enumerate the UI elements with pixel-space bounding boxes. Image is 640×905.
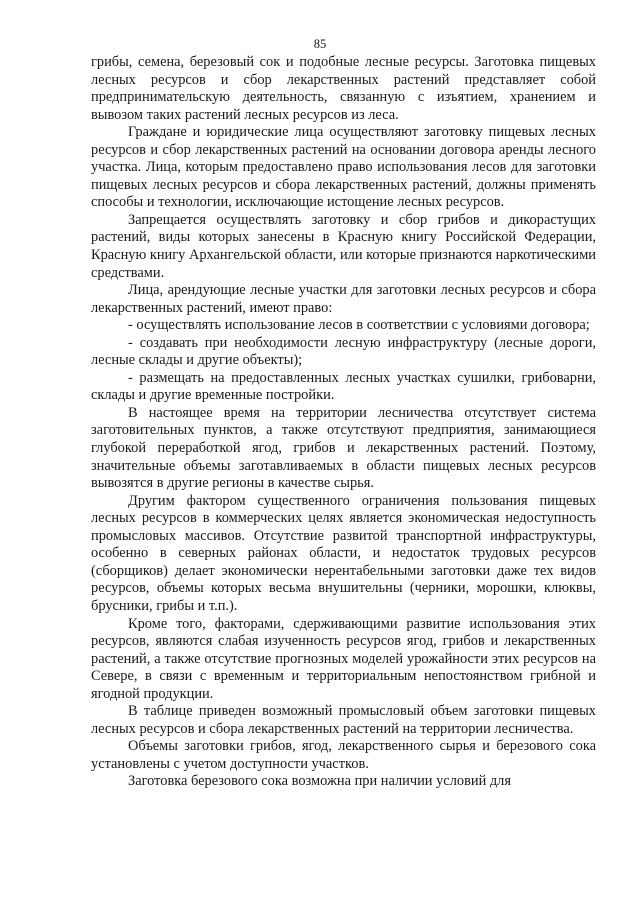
- paragraph-economic-inaccessibility: Другим фактором существенного ограничения пользования пищевых лесных ресурсов в коммерческих целях является экономическая недоступность промысловых массивов. Отсутствие развитой транспортной инфраструктуры, особенно в северных районах области, и недостаток трудовых ресурсов (сборщиков) делает экономически нерентабельными заготовки даже тех видов ресурсов, объемы которых весьма внушительны (черники, морошки, клюквы, брусники, грибы и т.п.).: [91, 492, 596, 614]
- list-item-infrastructure: - создавать при необходимости лесную инфраструктуру (лесные дороги, лесные склады и другие объекты);: [91, 334, 596, 369]
- paragraph-continuation: грибы, семена, березовый сок и подобные лесные ресурсы. Заготовка пищевых лесных ресурсов и сбор лекарственных растений представляет собой предпринимательскую деятельность, связанную с изъятием, хранением и вывозом таких растений лесных ресурсов из леса.: [91, 54, 596, 123]
- paragraph-birch-sap: Заготовка березового сока возможна при наличии условий для: [128, 773, 511, 790]
- paragraph-citizens-harvesting: Граждане и юридические лица осуществляют заготовку пищевых лесных ресурсов и сбор лекарственных растений на основании договора аренды лесного участка. Лица, которым предоставлено право использования лесов для заготовки пищевых лесных ресурсов и сбора лекарственных растений, должны применять способы и технологии, исключающие истощение лесных ресурсов.: [91, 124, 596, 211]
- paragraph-prohibition: Запрещается осуществлять заготовку и сбор грибов и дикорастущих растений, виды которых занесены в Красную книгу Российской Федерации, Красную книгу Архангельской области, или которые признаются наркотическими средствами.: [91, 211, 596, 281]
- paragraph-no-procurement-system: В настоящее время на территории лесничества отсутствует система заготовительных пунктов, а также отсутствуют предприятия, занимающиеся глубокой переработкой ягод, грибов и лекарственных растений. Поэтому, значительные объемы заготавливаемых в области пищевых лесных ресурсов вывозятся в другие регионы в качестве сырья.: [91, 404, 596, 492]
- paragraph-tenant-rights: Лица, арендующие лесные участки для заготовки лесных ресурсов и сбора лекарственных растений, имеют право:: [91, 282, 596, 316]
- paragraph-volumes: Объемы заготовки грибов, ягод, лекарственного сырья и березового сока установлены с учетом доступности участков.: [91, 738, 596, 772]
- paragraph-limiting-factors: Кроме того, факторами, сдерживающими развитие использования этих ресурсов, являются слабая изученность ресурсов ягод, грибов и лекарственных растений, а также отсутствие прогнозных моделей урожайности этих ресурсов на Севере, в связи с временным и территориальным непостоянством грибной и ягодной продукции.: [91, 615, 596, 702]
- paragraph-table-reference: В таблице приведен возможный промысловый объем заготовки пищевых лесных ресурсов и сбора лекарственных растений на территории лесничества.: [91, 703, 596, 737]
- list-item-forest-use: - осуществлять использование лесов в соответствии с условиями договора;: [128, 317, 590, 334]
- list-item-temporary-buildings: - размещать на предоставленных лесных участках сушилки, грибоварни, склады и другие временные постройки.: [91, 369, 596, 404]
- page-number: 85: [313, 37, 327, 51]
- document-body: [91, 54, 596, 791]
